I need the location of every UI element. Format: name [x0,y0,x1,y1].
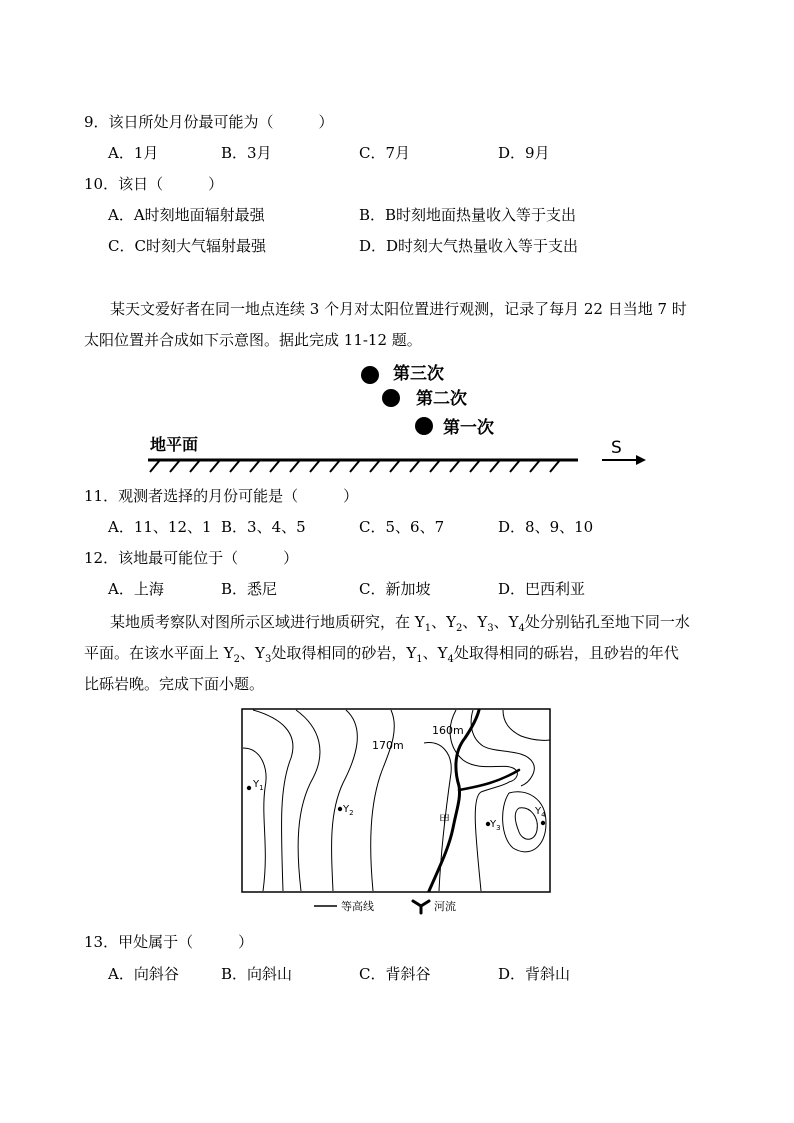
q11-option-a: A．11、12、1 [108,518,212,536]
q9-option-d: D．9月 [498,144,550,162]
sun-label-first: 第一次 [443,418,494,438]
passage1-line2: 太阳位置并合成如下示意图。据此完成 11-12 题。 [84,331,422,349]
q10-option-c: C．C时刻大气辐射最强 [108,237,266,255]
q11-stem: 11．观测者选择的月份可能是（ ） [84,487,359,505]
q12-stem: 12．该地最可能位于（ ） [84,549,299,567]
q9-option-a: A．1月 [108,144,159,162]
q13-option-c: C．背斜谷 [359,965,431,983]
label-jia: 甲 [439,813,450,826]
label-y1: $Y_1$ [253,779,264,792]
sun-dot-first [415,417,433,435]
ground-label: 地平面 [150,435,199,454]
q10-option-a: A．A时刻地面辐射最强 [108,206,265,224]
south-arrow-head [636,455,646,465]
q9-stem: 9．该日所处月份最可能为（ ） [84,113,334,131]
point-y2-dot [338,807,342,811]
sun-label-third: 第三次 [393,364,444,384]
q10-option-b: B．B时刻地面热量收入等于支出 [359,206,577,224]
label-y2: $Y_2$ [343,804,354,817]
sun-dot-second [382,389,400,407]
point-y1-dot [247,786,251,790]
q12-option-a: A．上海 [108,580,164,598]
q12-option-b: B．悉尼 [221,580,278,598]
sun-dot-third [361,366,379,384]
q9-option-c: C．7月 [359,144,411,162]
passage2-line3: 比砾岩晚。完成下面小题。 [84,675,265,693]
passage2-line2: 平面。在该水平面上 $Y_2$、$Y_3$处取得相同的砂岩，$Y_1$、$Y_4$处取得相同的砾岩，且砂岩的年代 [84,644,679,665]
legend-contour-label: 等高线 [341,900,374,913]
q11-option-b: B．3、4、5 [221,518,306,536]
legend-river-label: 河流 [434,900,456,913]
south-label: S [611,438,622,458]
ground-hatching [150,460,560,472]
q13-option-d: D．背斜山 [498,965,571,983]
legend-river-symbol [413,901,429,913]
q12-option-c: C．新加坡 [359,580,431,598]
q13-stem: 13．甲处属于（ ） [84,933,254,951]
q9-option-b: B．3月 [221,144,272,162]
label-160m: 160m [432,724,464,737]
passage1-line1: 某天文爱好者在同一地点连续 3 个月对太阳位置进行观测，记录了每月 22 日当地 7 时 [110,300,687,318]
sun-label-second: 第二次 [416,389,467,409]
q12-option-d: D．巴西利亚 [498,580,586,598]
label-y3: $Y_3$ [490,819,501,832]
label-y4: $Y_4$ [535,806,546,819]
q10-stem: 10．该日（ ） [84,175,224,193]
q13-option-a: A．向斜谷 [108,965,179,983]
q10-option-d: D．D时刻大气热量收入等于支出 [359,237,579,255]
passage2-line1: 某地质考察队对图所示区域进行地质研究，在 $Y_1$、$Y_2$、$Y_3$、$Y_4$处分别钻孔至地下同一水 [110,613,690,634]
q11-option-c: C．5、6、7 [359,518,445,536]
q11-option-d: D．8、9、10 [498,518,594,536]
label-170m: 170m [372,739,404,752]
q13-option-b: B．向斜山 [221,965,293,983]
